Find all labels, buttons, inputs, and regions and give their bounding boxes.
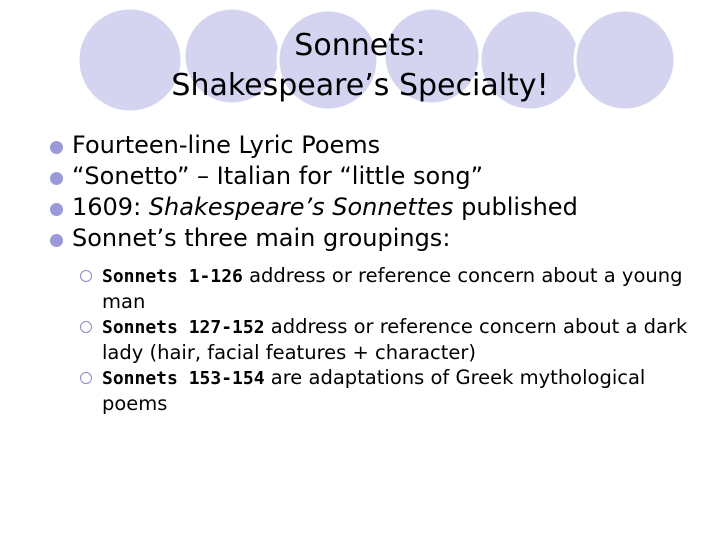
ring-bullet-icon	[80, 270, 92, 282]
bullet-text: “Sonetto” – Italian for “little song”	[72, 162, 484, 190]
bullet-dot-icon	[50, 203, 63, 216]
grouping-range: Sonnets 127-152	[102, 317, 265, 338]
title-line-2: Shakespeare’s Specialty!	[171, 68, 549, 103]
bullet-item	[50, 223, 710, 254]
grouping-range: Sonnets 153-154	[102, 368, 265, 389]
bullet-text: Sonnet’s three main groupings:	[72, 224, 451, 252]
title-line-1: Sonnets:	[294, 28, 426, 63]
grouping-text: are adaptations of Greek mythological poems	[102, 366, 646, 415]
bullet-list	[50, 130, 710, 416]
grouping-list	[80, 263, 710, 416]
ring-bullet-icon	[80, 372, 92, 384]
grouping-item	[80, 263, 710, 314]
bullet-dot-icon	[50, 234, 63, 247]
bullet-item	[50, 161, 710, 192]
bullet-item	[50, 192, 710, 223]
grouping-item	[80, 314, 710, 365]
grouping-text: address or reference concern about a young man	[102, 264, 683, 313]
grouping-item	[80, 365, 710, 416]
bullet-dot-icon	[50, 141, 63, 154]
slide-title	[120, 26, 600, 106]
bullet-text: published	[461, 193, 578, 221]
bullet-year: 1609:	[72, 193, 142, 221]
grouping-text: address or reference concern about a dark lady (hair, facial features + character)	[102, 315, 688, 364]
grouping-range: Sonnets 1-126	[102, 266, 243, 287]
bullet-item	[50, 130, 710, 161]
bullet-dot-icon	[50, 172, 63, 185]
bullet-work-title: Shakespeare’s Sonnettes	[148, 193, 454, 221]
bullet-text: Fourteen-line Lyric Poems	[72, 131, 381, 159]
ring-bullet-icon	[80, 321, 92, 333]
